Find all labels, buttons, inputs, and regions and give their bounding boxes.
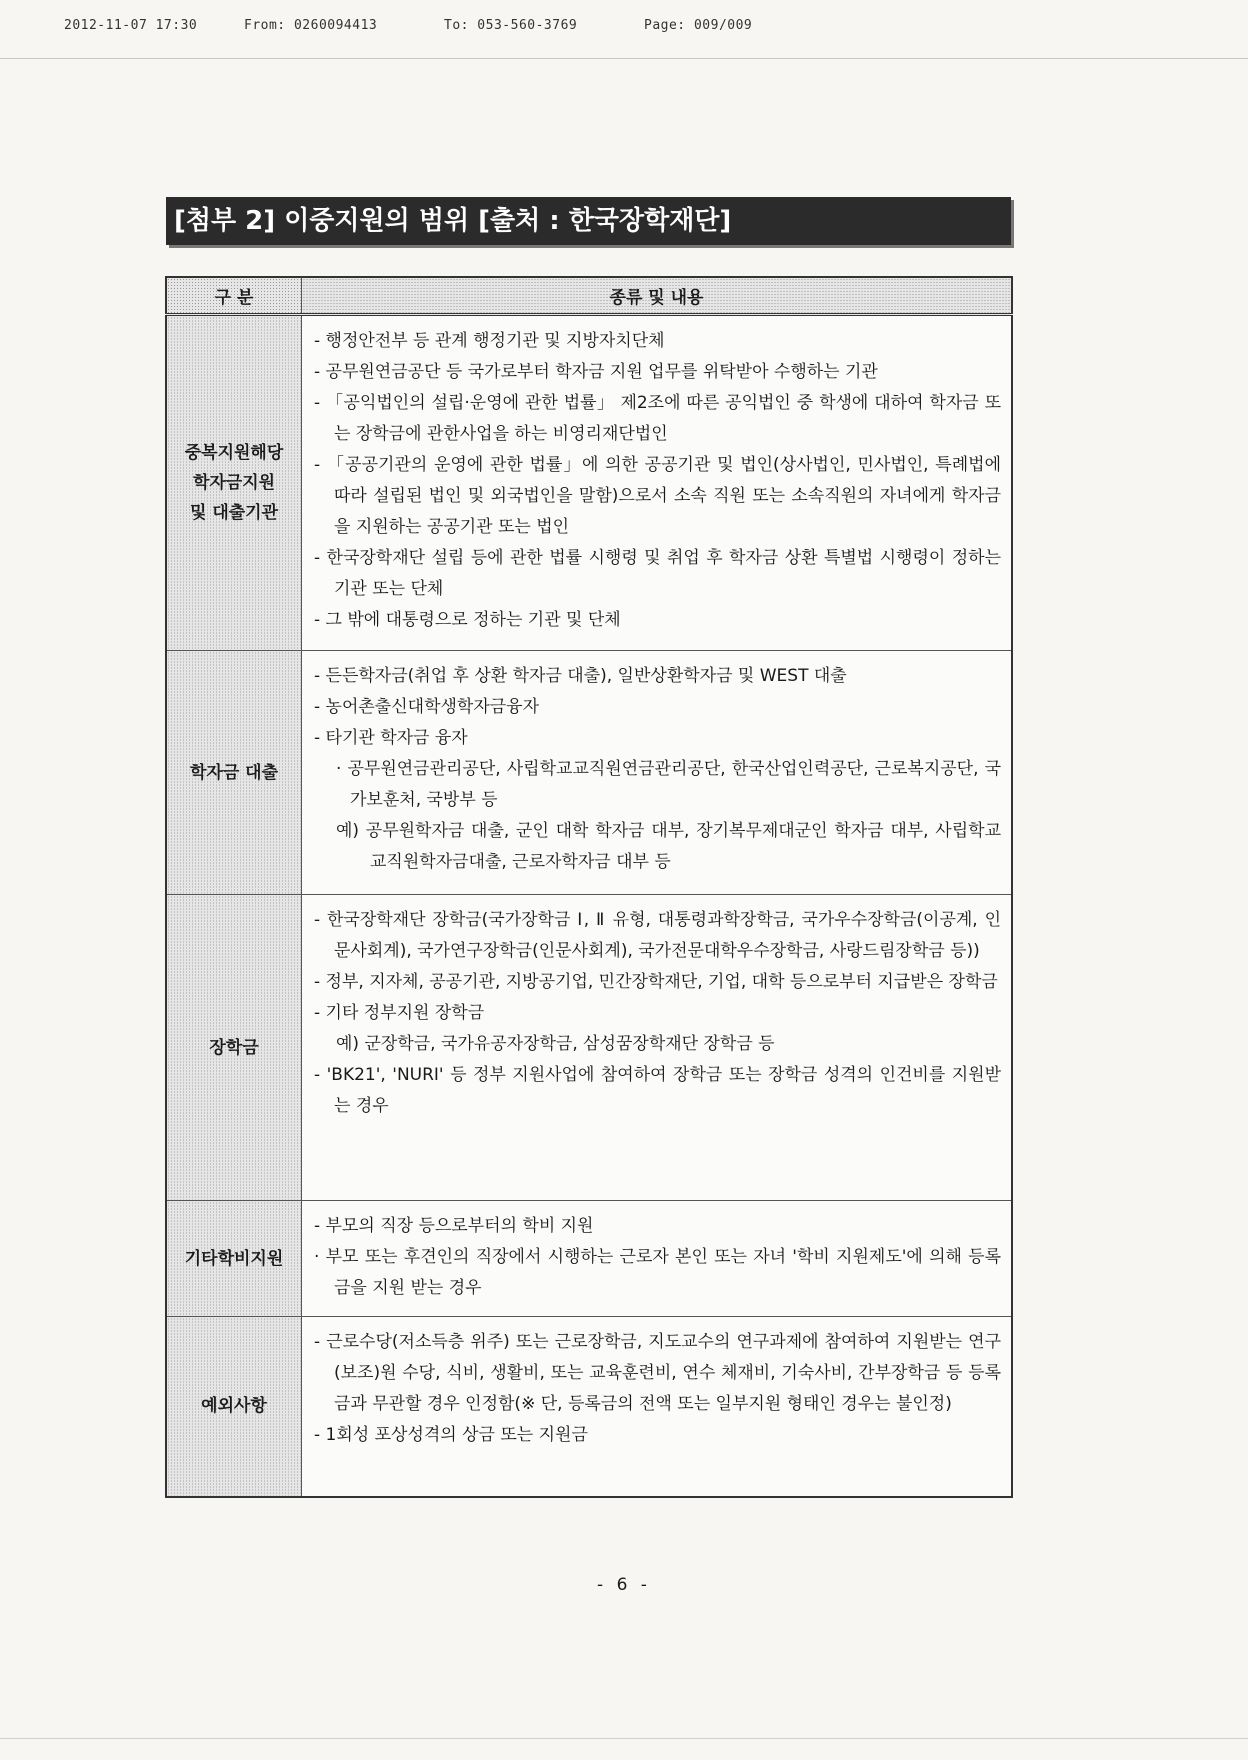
list-item: · 부모 또는 후견인의 직장에서 시행하는 근로자 본인 또는 자녀 '학비 지원제도'에 의해 등록금을 지원 받는 경우	[314, 1247, 1001, 1298]
list-item: - 'BK21', 'NURI' 등 정부 지원사업에 참여하여 장학금 또는 장학금 성격의 인건비를 지원받는 경우	[314, 1065, 1001, 1116]
document-title: [첨부 2] 이중지원의 범위 [출처 : 한국장학재단]	[166, 197, 1011, 245]
row-content	[302, 1201, 1013, 1317]
list-item: - 정부, 지자체, 공공기관, 지방공기업, 민간장학재단, 기업, 대학 등으로부터 지급받은 장학금	[314, 972, 998, 992]
list-item: - 한국장학재단 설립 등에 관한 법률 시행령 및 취업 후 학자금 상환 특별법 시행령이 정하는 기관 또는 단체	[314, 548, 1001, 599]
list-item: - 한국장학재단 장학금(국가장학금 Ⅰ, Ⅱ 유형, 대통령과학장학금, 국가우수장학금(이공계, 인문사회계), 국가연구장학금(인문사회계), 국가전문대학우수장학금, 사랑드림장학금 등))	[314, 910, 1001, 961]
list-item: - 「공공기관의 운영에 관한 법률」에 의한 공공기관 및 법인(상사법인, 민사법인, 특례법에 따라 설립된 법인 및 외국법인을 말함)으로서 소속 직원 또는 소속직원의 자녀에게 학자금을 지원하는 공공기관 또는 법인	[314, 455, 1001, 537]
row-category	[166, 651, 302, 895]
list-item: - 1회성 포상성격의 상금 또는 지원금	[314, 1425, 588, 1445]
table-row	[166, 315, 1012, 651]
top-divider	[0, 58, 1248, 59]
header-category: 구 분	[166, 277, 302, 315]
table-row	[166, 895, 1012, 1201]
category-line: 중복지원해당	[184, 443, 284, 463]
category-line: 및 대출기관	[189, 503, 279, 523]
fax-to: To: 053-560-3769	[444, 18, 578, 33]
category-line: 학자금 대출	[189, 762, 279, 783]
header-content: 종류 및 내용	[302, 277, 1013, 315]
fax-datetime: 2012-11-07 17:30	[64, 18, 198, 33]
list-item: - 타기관 학자금 융자	[314, 728, 468, 748]
list-item: - 농어촌출신대학생학자금융자	[314, 697, 540, 717]
table-row	[166, 1317, 1012, 1497]
list-item: - 공무원연금공단 등 국가로부터 학자금 지원 업무를 위탁받아 수행하는 기관	[314, 362, 878, 382]
list-item: - 행정안전부 등 관계 행정기관 및 지방자치단체	[314, 331, 665, 351]
list-item: - 기타 정부지원 장학금	[314, 1003, 485, 1023]
list-item: - 근로수당(저소득층 위주) 또는 근로장학금, 지도교수의 연구과제에 참여하여 지원받는 연구(보조)원 수당, 식비, 생활비, 또는 교육훈련비, 연수 체재비, 기숙사비, 간부장학금 등 등록금과 무관할 경우 인정함(※ 단, 등록금의 전액 또는 일부지원 형태인 경우는 불인정)	[314, 1332, 1001, 1414]
list-item: - 부모의 직장 등으로부터의 학비 지원	[314, 1216, 594, 1236]
list-item: - 그 밖에 대통령으로 정하는 기관 및 단체	[314, 610, 621, 630]
list-item: - 든든학자금(취업 후 상환 학자금 대출), 일반상환학자금 및 WEST 대출	[314, 666, 847, 686]
category-line: 학자금지원	[192, 473, 276, 493]
list-item: · 공무원연금관리공단, 사립학교교직원연금관리공단, 한국산업인력공단, 근로복지공단, 국가보훈처, 국방부 등	[336, 759, 1001, 810]
row-category	[166, 1201, 302, 1317]
row-content	[302, 895, 1013, 1201]
row-content	[302, 315, 1013, 651]
category-line: 기타학비지원	[184, 1248, 284, 1269]
table-row	[166, 1201, 1012, 1317]
list-item: - 「공익법인의 설립·운영에 관한 법률」 제2조에 따른 공익법인 중 학생에 대하여 학자금 또는 장학금에 관한사업을 하는 비영리재단법인	[314, 393, 1001, 444]
row-category	[166, 1317, 302, 1497]
table-header-row	[166, 277, 1012, 315]
row-content	[302, 1317, 1013, 1497]
fax-from: From: 0260094413	[244, 18, 378, 33]
scope-table	[165, 276, 1013, 1498]
list-item: 예) 군장학금, 국가유공자장학금, 삼성꿈장학재단 장학금 등	[336, 1034, 775, 1054]
category-line: 예외사항	[201, 1396, 267, 1417]
list-item: 예) 공무원학자금 대출, 군인 대학 학자금 대부, 장기복무제대군인 학자금 대부, 사립학교교직원학자금대출, 근로자학자금 대부 등	[336, 821, 1001, 872]
row-category	[166, 315, 302, 651]
bottom-divider	[0, 1738, 1248, 1739]
page-number: - 6 -	[597, 1575, 651, 1595]
row-content	[302, 651, 1013, 895]
category-line: 장학금	[209, 1037, 259, 1058]
fax-page: Page: 009/009	[644, 18, 753, 33]
table-row	[166, 651, 1012, 895]
row-category	[166, 895, 302, 1201]
